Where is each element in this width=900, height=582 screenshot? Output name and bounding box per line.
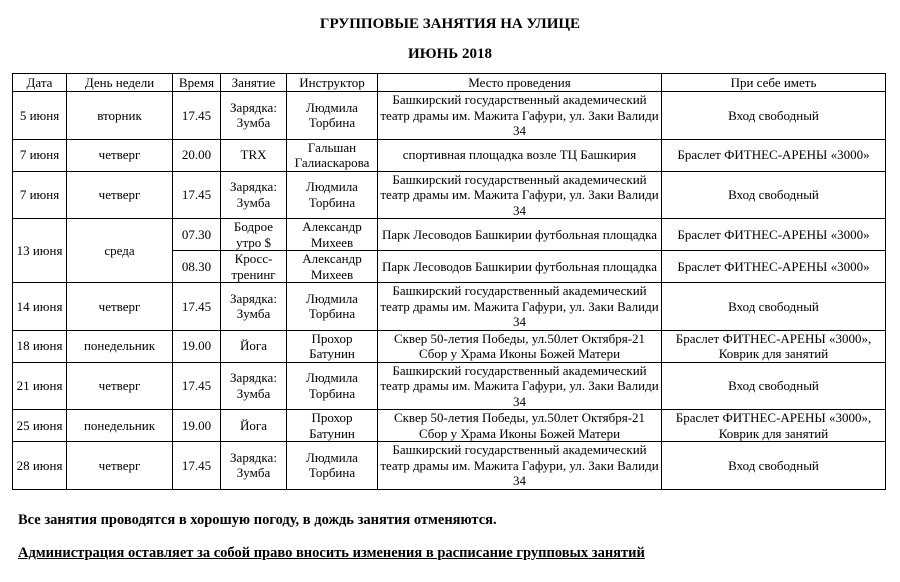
table-row [13,362,886,410]
cell-instructor: Александр Михеев [287,251,378,283]
admin-note: Администрация оставляет за собой право вносить изменения в расписание групповых занятий [18,545,645,561]
cell-weekday: четверг [67,283,173,331]
cell-bring: Вход свободный [662,171,886,219]
cell-place: Башкирский государственный академический театр драмы им. Мажита Гафури, ул. Заки Валиди 34 [378,362,662,410]
header-place: Место проведения [378,74,662,92]
cell-bring: Браслет ФИТНЕС-АРЕНЫ «3000» [662,219,886,251]
cell-time: 07.30 [173,219,221,251]
cell-activity: Зарядка: Зумба [221,283,287,331]
cell-place: Парк Лесоводов Башкирии футбольная площадка [378,219,662,251]
cell-place: Башкирский государственный академический театр драмы им. Мажита Гафури, ул. Заки Валиди 34 [378,283,662,331]
header-time: Время [173,74,221,92]
cell-place: Сквер 50-летия Победы, ул.50лет Октября-21 Сбор у Храма Иконы Божей Матери [378,410,662,442]
header-instructor: Инструктор [287,74,378,92]
cell-instructor: Александр Михеев [287,219,378,251]
cell-bring: Вход свободный [662,283,886,331]
cell-place: Башкирский государственный академический театр драмы им. Мажита Гафури, ул. Заки Валиди 34 [378,92,662,140]
schedule-table [12,73,886,490]
table-row [13,171,886,219]
cell-activity: Йога [221,330,287,362]
cell-weekday: четверг [67,139,173,171]
cell-time: 20.00 [173,139,221,171]
cell-instructor: Людмила Торбина [287,171,378,219]
cell-date: 13 июня [13,219,67,283]
cell-time: 17.45 [173,442,221,490]
cell-date: 28 июня [13,442,67,490]
table-row [13,139,886,171]
cell-time: 17.45 [173,362,221,410]
cell-bring: Браслет ФИТНЕС-АРЕНЫ «3000», Коврик для занятий [662,330,886,362]
table-row [13,330,886,362]
cell-time: 19.00 [173,410,221,442]
cell-date: 14 июня [13,283,67,331]
cell-time: 19.00 [173,330,221,362]
weather-note: Все занятия проводятся в хорошую погоду, в дождь занятия отменяются. [18,512,497,528]
cell-activity: Зарядка: Зумба [221,92,287,140]
cell-bring: Браслет ФИТНЕС-АРЕНЫ «3000», Коврик для занятий [662,410,886,442]
cell-weekday: четверг [67,362,173,410]
cell-time: 17.45 [173,283,221,331]
table-row [13,410,886,442]
cell-place: Сквер 50-летия Победы, ул.50лет Октября-21 Сбор у Храма Иконы Божей Матери [378,330,662,362]
cell-place: Парк Лесоводов Башкирии футбольная площадка [378,251,662,283]
cell-date: 7 июня [13,171,67,219]
cell-weekday: понедельник [67,330,173,362]
cell-activity: Зарядка: Зумба [221,362,287,410]
cell-instructor: Людмила Торбина [287,362,378,410]
cell-activity: Йога [221,410,287,442]
cell-instructor: Людмила Торбина [287,442,378,490]
cell-date: 5 июня [13,92,67,140]
cell-instructor: Прохор Батунин [287,330,378,362]
cell-activity: Зарядка: Зумба [221,171,287,219]
cell-time: 17.45 [173,92,221,140]
cell-time: 17.45 [173,171,221,219]
table-row [13,92,886,140]
cell-activity: TRX [221,139,287,171]
cell-instructor: Людмила Торбина [287,283,378,331]
header-row [13,74,886,92]
cell-date: 18 июня [13,330,67,362]
table-row [13,219,886,251]
header-bring: При себе иметь [662,74,886,92]
cell-weekday: четверг [67,171,173,219]
cell-date: 7 июня [13,139,67,171]
cell-bring: Браслет ФИТНЕС-АРЕНЫ «3000» [662,139,886,171]
header-activity: Занятие [221,74,287,92]
header-date: Дата [13,74,67,92]
cell-instructor: Прохор Батунин [287,410,378,442]
cell-instructor: Гальшан Галиаскарова [287,139,378,171]
cell-place: спортивная площадка возле ТЦ Башкирия [378,139,662,171]
page-subtitle: ИЮНЬ 2018 [408,46,492,62]
cell-place: Башкирский государственный академический театр драмы им. Мажита Гафури, ул. Заки Валиди 34 [378,442,662,490]
cell-activity: Бодрое утро $ [221,219,287,251]
cell-bring: Вход свободный [662,92,886,140]
cell-weekday: четверг [67,442,173,490]
cell-bring: Вход свободный [662,362,886,410]
cell-activity: Кросс-тренинг [221,251,287,283]
cell-date: 21 июня [13,362,67,410]
header-weekday: День недели [67,74,173,92]
cell-place: Башкирский государственный академический театр драмы им. Мажита Гафури, ул. Заки Валиди 34 [378,171,662,219]
cell-bring: Браслет ФИТНЕС-АРЕНЫ «3000» [662,251,886,283]
table-row [13,283,886,331]
cell-weekday: понедельник [67,410,173,442]
table-row [13,442,886,490]
page-title: ГРУППОВЫЕ ЗАНЯТИЯ НА УЛИЦЕ [319,16,581,32]
cell-instructor: Людмила Торбина [287,92,378,140]
cell-weekday: вторник [67,92,173,140]
cell-activity: Зарядка: Зумба [221,442,287,490]
cell-time: 08.30 [173,251,221,283]
cell-bring: Вход свободный [662,442,886,490]
cell-weekday: среда [67,219,173,283]
cell-date: 25 июня [13,410,67,442]
